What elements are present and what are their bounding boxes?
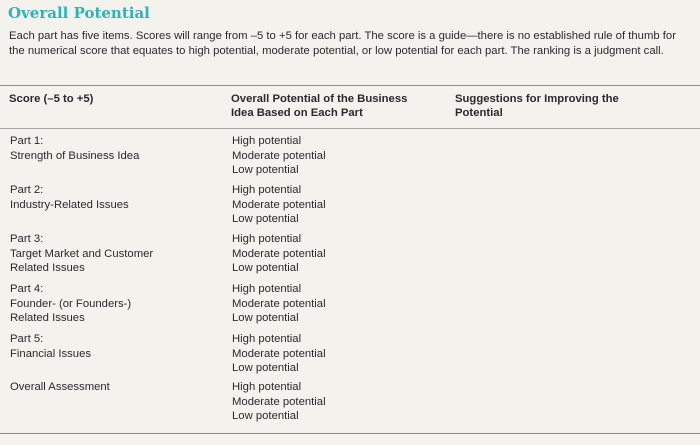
potential-level-option: Low potential — [232, 262, 299, 274]
potential-levels — [232, 232, 432, 276]
section-title: Overall Potential — [8, 4, 150, 22]
potential-levels — [232, 332, 432, 376]
potential-levels — [232, 380, 432, 424]
potential-level-option: Low potential — [232, 410, 299, 422]
part-label-line: Financial Issues — [10, 347, 91, 360]
part-label-line: Related Issues — [10, 312, 85, 324]
potential-level-option: High potential — [232, 333, 302, 345]
part-label-line: Strength of Business Idea — [10, 149, 140, 162]
potential-level-option: Low potential — [232, 213, 299, 225]
part-label-line: Part 5: — [10, 333, 44, 345]
header-divider — [0, 128, 700, 129]
part-label-line: Target Market and Customer — [10, 247, 154, 260]
potential-level-option: High potential — [232, 184, 302, 196]
header-overall-potential: Overall Potential of the Business Idea Based on Each Part — [231, 93, 408, 119]
part-label — [10, 134, 220, 163]
potential-level-option: Moderate potential — [232, 297, 326, 310]
table-top-rule — [0, 85, 700, 86]
potential-levels — [232, 183, 432, 227]
potential-level-option: Moderate potential — [232, 198, 326, 211]
potential-levels — [232, 282, 432, 326]
part-label — [10, 332, 220, 361]
potential-level-option: High potential — [232, 283, 302, 295]
potential-level-option: Low potential — [232, 312, 299, 324]
potential-level-option: High potential — [232, 135, 302, 147]
table-bottom-rule — [0, 433, 700, 434]
part-label — [10, 232, 220, 276]
part-label-line: Overall Assessment — [10, 381, 110, 393]
header-score: Score (–5 to +5) — [9, 93, 94, 105]
part-label-line: Part 1: — [10, 135, 44, 147]
intro-paragraph: Each part has five items. Scores will range from –5 to +5 for each part. The score is a guide—there is no established rule of thumb for the numerical score that equates to high potential, moderate potential, or low potential for each part. The ranking is a judgment call. — [9, 30, 676, 57]
part-label-line: Founder- (or Founders-) — [10, 297, 132, 310]
header-suggestions: Suggestions for Improving the Potential — [455, 93, 619, 119]
potential-level-option: High potential — [232, 381, 302, 393]
potential-level-option: Low potential — [232, 164, 299, 176]
potential-level-option: Moderate potential — [232, 247, 326, 260]
part-label-line: Industry-Related Issues — [10, 198, 129, 211]
part-label — [10, 282, 220, 326]
potential-level-option: High potential — [232, 233, 302, 245]
part-label-line: Part 4: — [10, 283, 44, 295]
potential-level-option: Moderate potential — [232, 149, 326, 162]
potential-levels — [232, 134, 432, 178]
part-label — [10, 380, 220, 395]
part-label-line: Related Issues — [10, 262, 85, 274]
potential-level-option: Low potential — [232, 362, 299, 374]
part-label-line: Part 2: — [10, 184, 44, 196]
potential-level-option: Moderate potential — [232, 347, 326, 360]
potential-level-option: Moderate potential — [232, 395, 326, 408]
part-label-line: Part 3: — [10, 233, 44, 245]
part-label — [10, 183, 220, 212]
